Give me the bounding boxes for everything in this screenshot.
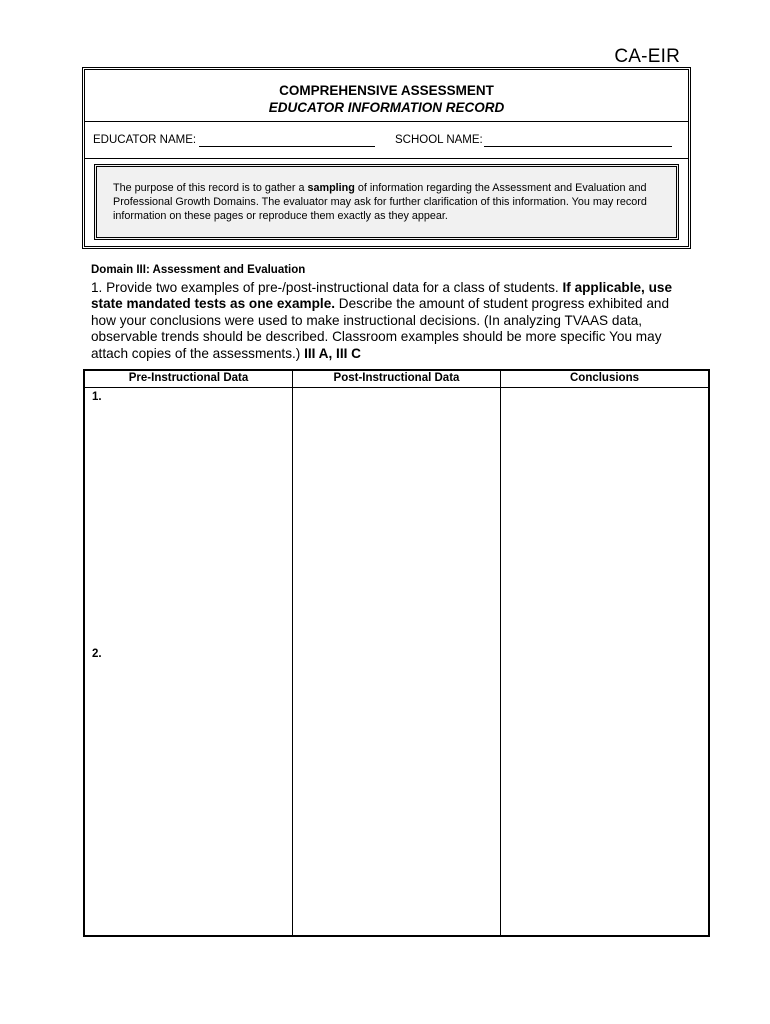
prompt-bold-1: If applicable, use state mandated tests as one example. xyxy=(91,280,673,312)
title-block xyxy=(85,70,688,122)
column-header-conclusions: Conclusions xyxy=(569,372,639,384)
table-header-row xyxy=(85,371,708,388)
name-fields-row xyxy=(85,122,688,159)
column-divider xyxy=(292,371,293,935)
purpose-box xyxy=(94,164,679,240)
question-prompt xyxy=(91,280,681,362)
school-name-field[interactable] xyxy=(484,146,672,147)
form-code: CA-EIR xyxy=(614,46,680,67)
purpose-text xyxy=(113,181,672,223)
domain-heading: Domain III: Assessment and Evaluation xyxy=(91,264,306,276)
column-divider xyxy=(500,371,501,935)
column-header-pre-instructional: Pre-Instructional Data xyxy=(128,372,249,384)
educator-name-field[interactable] xyxy=(199,146,375,147)
school-name-label: SCHOOL NAME: xyxy=(395,134,483,146)
purpose-text-end: of information regarding the Assessment and Evaluation and Professional Growth Domains. The evaluator may ask for further clarification of this information. You may record information on these pages or reproduce them exactly as they appear. xyxy=(113,182,647,222)
prompt-standards: III A, III C xyxy=(304,345,361,361)
purpose-bold-word: sampling xyxy=(307,182,355,194)
educator-name-label: EDUCATOR NAME: xyxy=(93,134,197,146)
form-title: COMPREHENSIVE ASSESSMENT xyxy=(279,83,494,98)
row-label-1: 1. xyxy=(92,391,102,403)
purpose-text-start: The purpose of this record is to gather a xyxy=(113,182,308,194)
form-header-box xyxy=(82,67,691,249)
prompt-part-2: Describe the amount of student progress exhibited and how your conclusions were used to make instructional decisions. (In analyzing TVAAS data, observable trends should be described. Classroom examples should be more specific You may attach copies of the assessments.) xyxy=(91,296,670,361)
row-label-2: 2. xyxy=(92,648,102,660)
form-subtitle: EDUCATOR INFORMATION RECORD xyxy=(268,100,505,115)
column-header-post-instructional: Post-Instructional Data xyxy=(333,372,460,384)
prompt-part-1: 1. Provide two examples of pre-/post-instructional data for a class of students. xyxy=(91,280,563,295)
data-table xyxy=(83,369,710,937)
